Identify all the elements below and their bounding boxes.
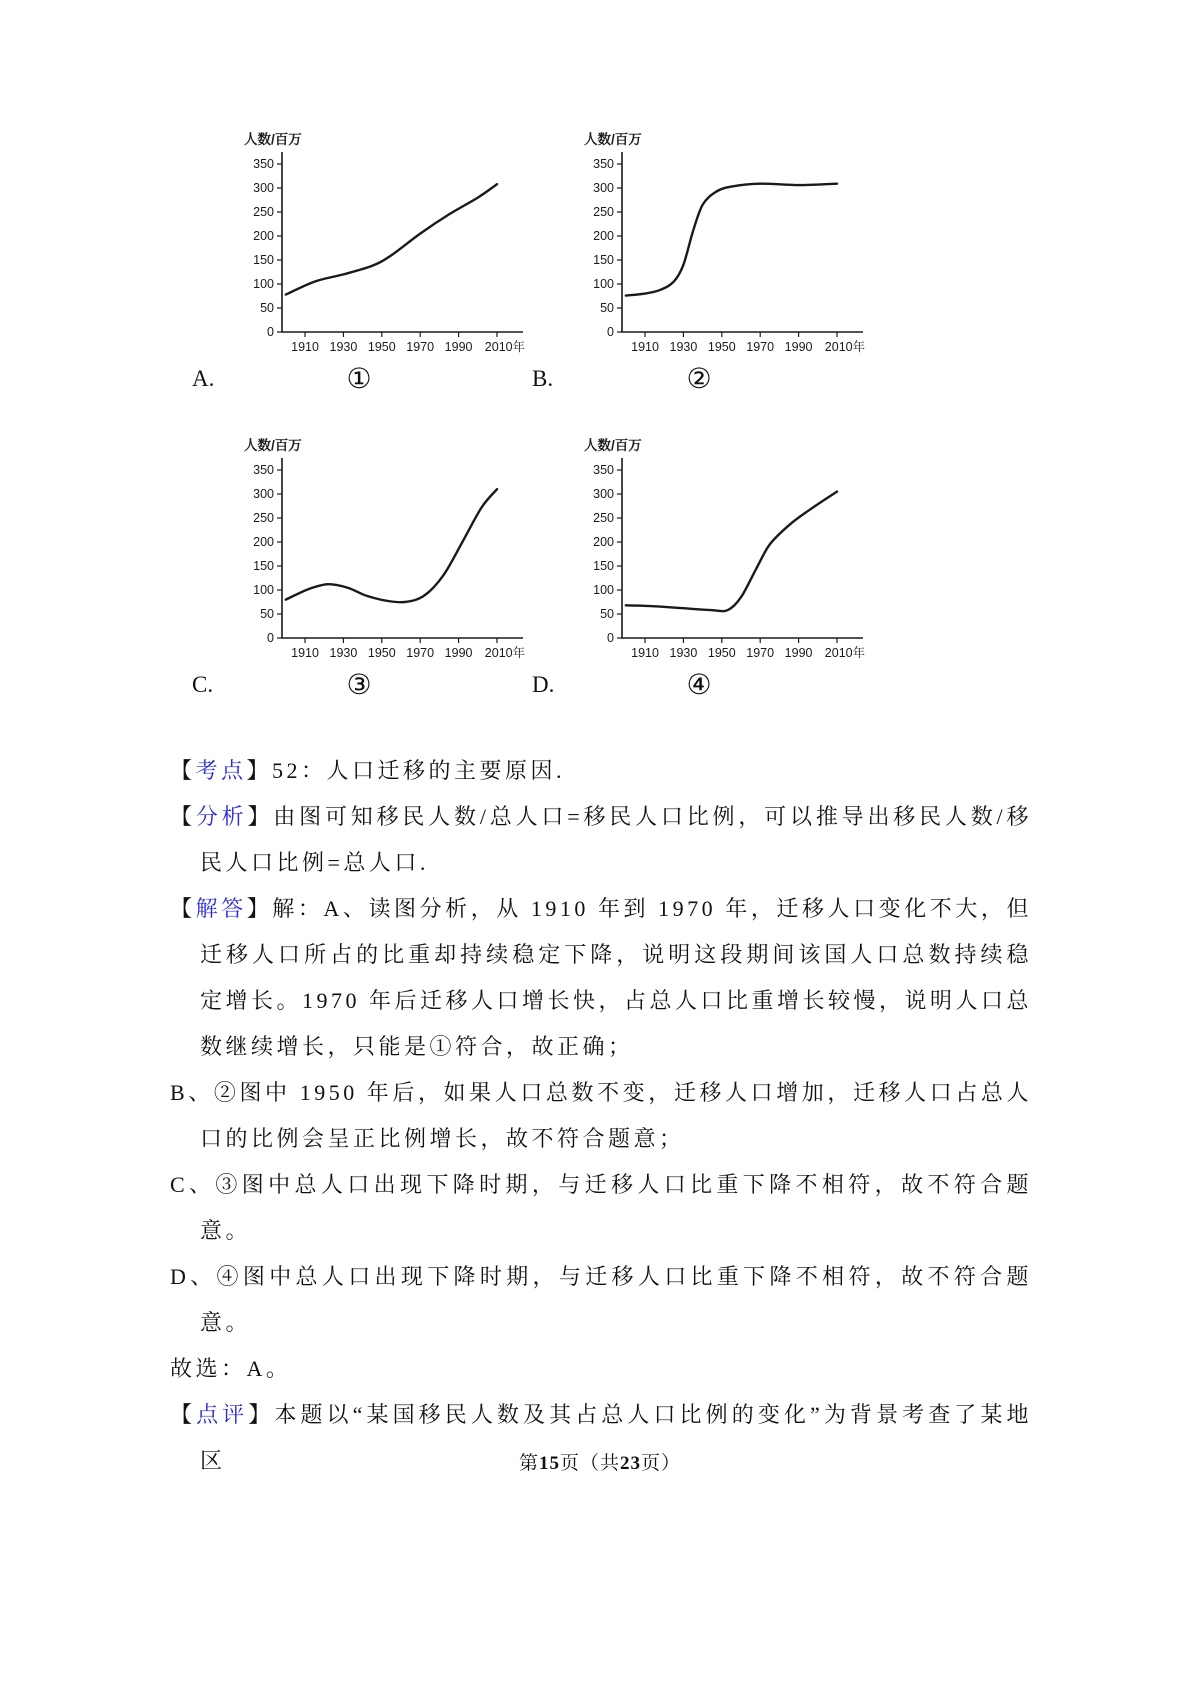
y-tick-label: 0 xyxy=(607,325,614,339)
page-footer xyxy=(0,1448,1200,1475)
label-jieda: 解答 xyxy=(195,896,247,921)
option-d-caption xyxy=(528,666,868,710)
option-b-caption xyxy=(528,360,868,404)
chart-2-circled-number: ② xyxy=(686,364,712,395)
option-b-block xyxy=(528,126,868,404)
y-tick-label: 150 xyxy=(593,253,614,267)
x-tick-label: 1970 xyxy=(746,340,775,354)
x-tick-label: 1970 xyxy=(406,340,435,354)
option-c-block xyxy=(188,432,528,710)
data-curve xyxy=(626,492,837,612)
chart-1-circled-number: ① xyxy=(346,364,372,395)
chart-axes xyxy=(622,152,863,332)
dianping-text: 本题以“某国移民人数及其占总人口比例的变化”为背景考查了某地区 xyxy=(200,1402,1032,1473)
paragraph-option-b xyxy=(170,1070,1032,1162)
chart-3-circled-number: ③ xyxy=(346,670,372,701)
y-tick-label: 150 xyxy=(593,559,614,573)
population-chart-2 xyxy=(570,126,880,360)
x-tick-label: 2010年 xyxy=(484,340,526,354)
y-tick-label: 250 xyxy=(593,511,614,525)
y-axis-title: 人数/百万 xyxy=(584,438,642,453)
paragraph-fenxi xyxy=(170,794,1032,886)
bracket-close: 】 xyxy=(246,896,273,921)
y-tick-label: 350 xyxy=(593,157,614,171)
x-tick-label: 2010年 xyxy=(824,340,866,354)
footer-suffix: 页） xyxy=(641,1453,682,1474)
options-chart-grid xyxy=(188,126,868,710)
y-tick-label: 50 xyxy=(600,607,614,621)
x-tick-label: 1950 xyxy=(367,646,396,660)
option-d-letter: D. xyxy=(532,672,555,697)
label-fenxi: 分析 xyxy=(195,804,248,829)
x-tick-label: 1990 xyxy=(784,646,813,660)
y-tick-label: 300 xyxy=(593,487,614,501)
y-tick-label: 300 xyxy=(253,487,274,501)
y-tick-label: 200 xyxy=(253,229,274,243)
bracket-close: 】 xyxy=(247,804,274,829)
y-tick-label: 250 xyxy=(253,205,274,219)
chart-4-circled-number: ④ xyxy=(686,670,712,701)
y-tick-label: 200 xyxy=(253,535,274,549)
paragraph-option-c xyxy=(170,1162,1032,1254)
x-tick-label: 1930 xyxy=(669,646,698,660)
y-tick-label: 50 xyxy=(260,301,274,315)
kaodian-text: 52：人口迁移的主要原因. xyxy=(272,758,566,783)
data-curve xyxy=(286,489,497,602)
x-tick-label: 1950 xyxy=(367,340,396,354)
jieda-text: 解：A、读图分析，从 1910 年到 1970 年，迁移人口变化不大，但迁移人口所占的比重却持续稳定下降，说明这段期间该国人口总数持续稳定增长。1970 年后迁移人口增长快，占总人口比重增长较慢，说明人口总数继续增长，只能是①符合，故正确； xyxy=(200,896,1033,1059)
x-tick-label: 1970 xyxy=(406,646,435,660)
option-c-analysis-text: C、③图中总人口出现下降时期，与迁移人口比重下降不相符，故不符合题意。 xyxy=(170,1172,1032,1243)
y-tick-label: 300 xyxy=(593,181,614,195)
x-tick-label: 2010年 xyxy=(824,646,866,660)
option-b-analysis-text: B、②图中 1950 年后，如果人口总数不变，迁移人口增加，迁移人口占总人口的比例会呈正比例增长，故不符合题意； xyxy=(170,1080,1032,1151)
population-chart-1 xyxy=(230,126,540,360)
y-tick-label: 350 xyxy=(253,463,274,477)
footer-total-pages: 23 xyxy=(620,1453,641,1474)
bracket-close: 】 xyxy=(248,1402,275,1427)
paragraph-option-d xyxy=(170,1254,1032,1346)
option-a-letter: A. xyxy=(192,366,215,391)
y-tick-label: 150 xyxy=(253,559,274,573)
bracket-open: 【 xyxy=(170,1402,197,1427)
fenxi-text: 由图可知移民人数/总人口=移民人口比例，可以推导出移民人数/移民人口比例=总人口. xyxy=(200,804,1032,875)
x-tick-label: 1930 xyxy=(669,340,698,354)
y-tick-label: 100 xyxy=(593,583,614,597)
y-tick-label: 300 xyxy=(253,181,274,195)
x-tick-label: 1930 xyxy=(329,340,358,354)
y-tick-label: 200 xyxy=(593,535,614,549)
y-tick-label: 0 xyxy=(267,631,274,645)
option-a-block xyxy=(188,126,528,404)
bracket-open: 【 xyxy=(170,758,196,783)
y-tick-label: 100 xyxy=(253,583,274,597)
x-tick-label: 1910 xyxy=(291,340,319,354)
y-tick-label: 250 xyxy=(253,511,274,525)
x-tick-label: 1930 xyxy=(329,646,358,660)
x-tick-label: 1910 xyxy=(291,646,319,660)
chart-axes xyxy=(282,458,523,638)
y-tick-label: 100 xyxy=(593,277,614,291)
footer-prefix: 第 xyxy=(518,1453,539,1474)
paragraph-answer xyxy=(170,1346,1032,1392)
population-chart-4 xyxy=(570,432,880,666)
label-kaodian: 考点 xyxy=(195,758,247,783)
x-tick-label: 1950 xyxy=(707,646,736,660)
data-curve xyxy=(286,184,497,294)
answer-text: 故选：A。 xyxy=(170,1356,292,1381)
footer-middle: 页（共 xyxy=(559,1453,620,1474)
x-tick-label: 1990 xyxy=(444,340,473,354)
x-tick-label: 1910 xyxy=(631,340,659,354)
y-tick-label: 50 xyxy=(260,607,274,621)
y-axis-title: 人数/百万 xyxy=(244,132,302,147)
x-tick-label: 2010年 xyxy=(484,646,526,660)
y-axis-title: 人数/百万 xyxy=(584,132,642,147)
option-d-block xyxy=(528,432,868,710)
y-tick-label: 50 xyxy=(600,301,614,315)
y-tick-label: 350 xyxy=(593,463,614,477)
bracket-close: 】 xyxy=(246,758,273,783)
option-b-letter: B. xyxy=(532,366,554,391)
x-tick-label: 1990 xyxy=(784,340,813,354)
y-tick-label: 100 xyxy=(253,277,274,291)
y-tick-label: 0 xyxy=(607,631,614,645)
option-c-caption xyxy=(188,666,528,710)
footer-page-number: 15 xyxy=(538,1453,560,1474)
population-chart-3 xyxy=(230,432,540,666)
y-axis-title: 人数/百万 xyxy=(244,438,302,453)
option-c-letter: C. xyxy=(192,672,214,697)
chart-axes xyxy=(622,458,863,638)
y-tick-label: 350 xyxy=(253,157,274,171)
y-tick-label: 200 xyxy=(593,229,614,243)
paragraph-jieda xyxy=(170,886,1032,1070)
x-tick-label: 1910 xyxy=(631,646,659,660)
y-tick-label: 0 xyxy=(267,325,274,339)
paragraph-kaodian xyxy=(170,748,1032,794)
label-dianping: 点评 xyxy=(196,1402,249,1427)
chart-axes xyxy=(282,152,523,332)
x-tick-label: 1950 xyxy=(707,340,736,354)
bracket-open: 【 xyxy=(170,804,196,829)
bracket-open: 【 xyxy=(170,896,196,921)
x-tick-label: 1970 xyxy=(746,646,775,660)
x-tick-label: 1990 xyxy=(444,646,473,660)
option-d-analysis-text: D、④图中总人口出现下降时期，与迁移人口比重下降不相符，故不符合题意。 xyxy=(170,1264,1032,1335)
y-tick-label: 150 xyxy=(253,253,274,267)
y-tick-label: 250 xyxy=(593,205,614,219)
option-a-caption xyxy=(188,360,528,404)
data-curve xyxy=(626,184,837,296)
explanation-body xyxy=(170,748,1032,1484)
